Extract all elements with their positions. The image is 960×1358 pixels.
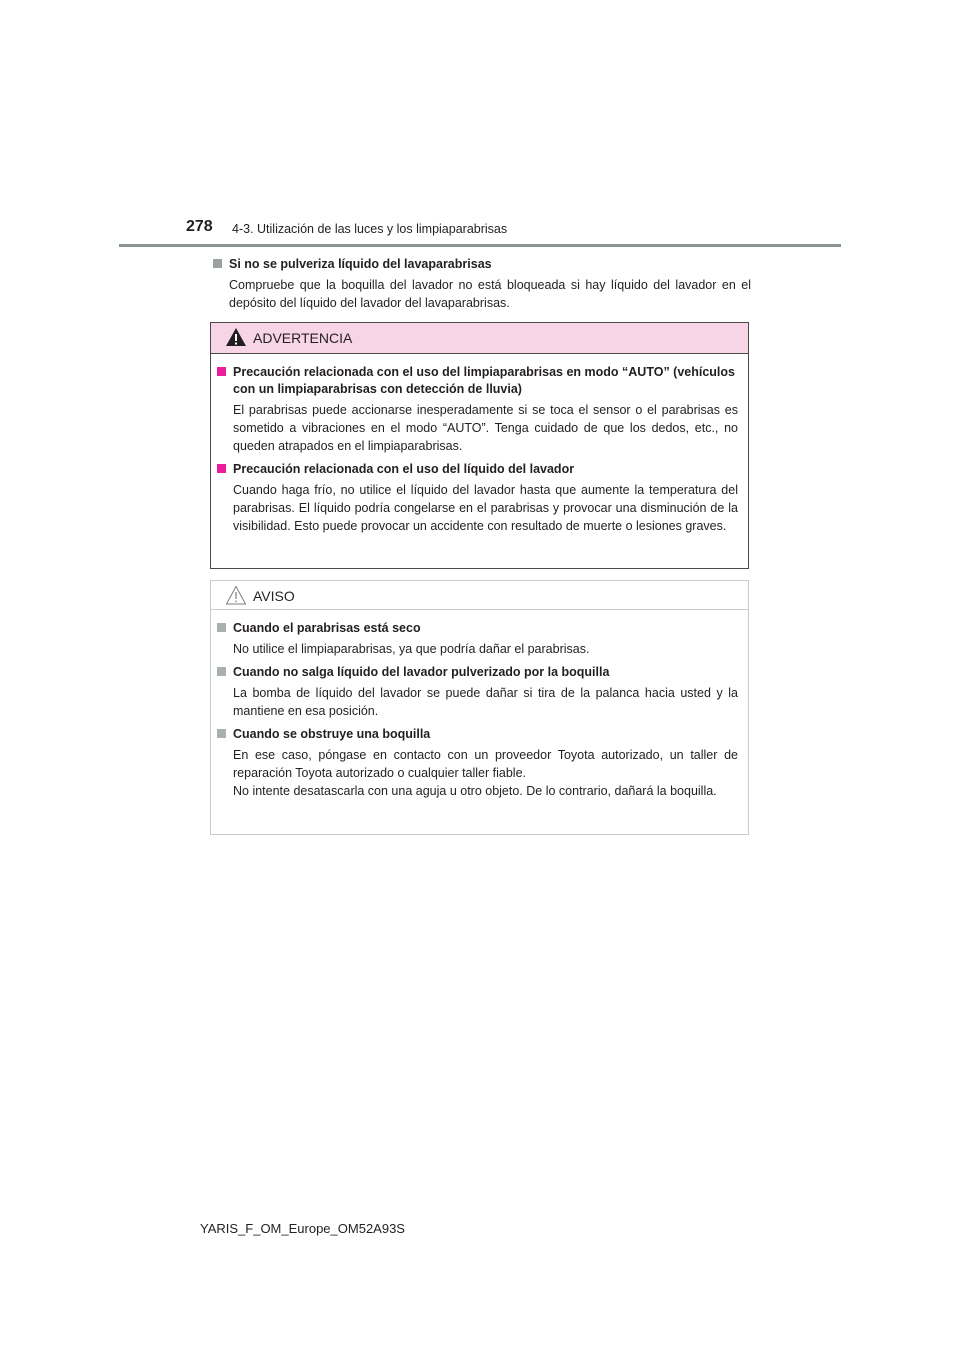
- notice-item: [215, 664, 738, 720]
- notice-item-body: La bomba de líquido del lavador se puede dañar si tira de la palanca hacia usted y la mantiene en esa posición.: [233, 686, 738, 718]
- bullet-square-icon: [217, 464, 226, 473]
- notice-item: [215, 620, 738, 658]
- warning-content: [211, 354, 748, 535]
- header-divider: [119, 244, 841, 247]
- warning-item-heading: [215, 461, 738, 478]
- bullet-square-icon: [217, 729, 226, 738]
- bullet-square-icon: [217, 667, 226, 676]
- notice-item: [215, 726, 738, 800]
- bullet-square-icon: [217, 367, 226, 376]
- notice-item-body-paragraph: No intente desatascarla con una aguja u otro objeto. De lo contrario, dañará la boquilla.: [233, 784, 717, 798]
- warning-item-heading-text: Precaución relacionada con el uso del limpiaparabrisas en modo “AUTO” (vehículos con un limpiaparabrisas con detección de lluvia): [233, 365, 735, 396]
- notice-content: [211, 610, 748, 800]
- bullet-square-icon: [213, 259, 222, 268]
- notice-item-body: [215, 746, 738, 800]
- bullet-square-icon: [217, 623, 226, 632]
- warning-item-body: Cuando haga frío, no utilice el líquido del lavador hasta que aumente la temperatura del parabrisas. El líquido podría congelarse en el parabrisas y provocar una disminución de la visibilidad. Esto puede provocar un accidente con resultado de muerte o lesiones graves.: [233, 483, 738, 533]
- intro-body: Compruebe que la boquilla del lavador no está bloqueada si hay líquido del lavador en el depósito del líquido del lavador del lavaparabrisas.: [229, 278, 751, 310]
- notice-item-heading: [215, 726, 738, 743]
- notice-title: AVISO: [253, 588, 295, 604]
- notice-item-heading: [215, 620, 738, 637]
- warning-item: [215, 461, 738, 535]
- notice-item-heading: [215, 664, 738, 681]
- warning-item: [215, 364, 738, 455]
- warning-item-heading: [215, 364, 738, 398]
- warning-title: ADVERTENCIA: [253, 330, 353, 346]
- notice-item-body-paragraph: En ese caso, póngase en contacto con un proveedor Toyota autorizado, un taller de reparación Toyota autorizado o cualquier taller fiable.: [233, 748, 738, 780]
- warning-item-body: El parabrisas puede accionarse inesperadamente si se toca el sensor o el parabrisas es sometido a vibraciones en el modo “AUTO”. Tenga cuidado de que los dedos, etc., no queden atrapados en el limpiaparabrisas.: [233, 403, 738, 453]
- intro-heading: [211, 256, 751, 273]
- intro-heading-text: Si no se pulveriza líquido del lavaparabrisas: [229, 257, 492, 271]
- notice-box-header: [211, 581, 748, 610]
- notice-box: [210, 580, 749, 835]
- section-header: 4-3. Utilización de las luces y los limpiaparabrisas: [232, 222, 508, 236]
- notice-item-heading-text: Cuando no salga líquido del lavador pulverizado por la boquilla: [233, 665, 610, 679]
- caution-triangle-icon: [225, 585, 247, 610]
- warning-item-heading-text: Precaución relacionada con el uso del líquido del lavador: [233, 462, 575, 476]
- intro-section: [211, 256, 751, 312]
- warning-box: [210, 322, 749, 569]
- warning-box-header: [211, 323, 748, 354]
- notice-item-heading-text: Cuando el parabrisas está seco: [233, 621, 421, 635]
- page-number: 278: [186, 218, 213, 235]
- notice-item-body: No utilice el limpiaparabrisas, ya que podría dañar el parabrisas.: [233, 642, 590, 656]
- footer-doc-id: YARIS_F_OM_Europe_OM52A93S: [200, 1221, 405, 1236]
- warning-triangle-icon: [225, 327, 247, 352]
- notice-item-heading-text: Cuando se obstruye una boquilla: [233, 727, 431, 741]
